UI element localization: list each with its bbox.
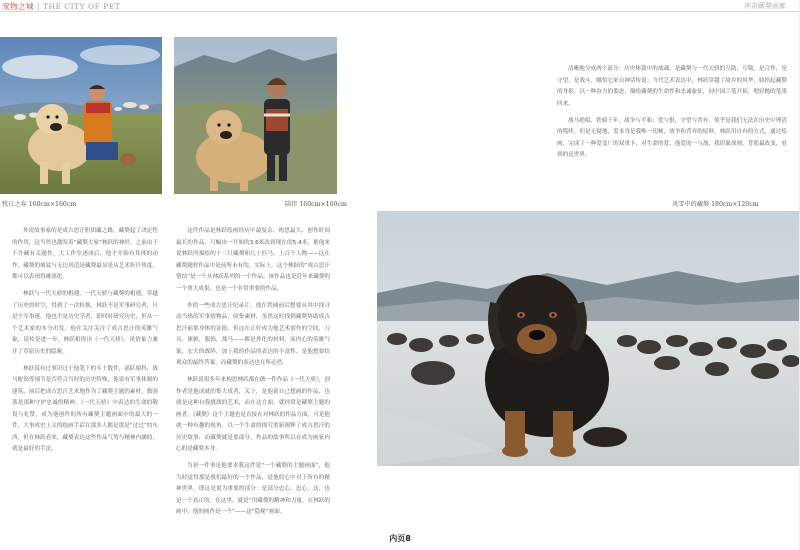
section-title: 神奇藏獒画廊 [744, 2, 786, 10]
header-rule [0, 11, 800, 12]
article-column-middle [176, 226, 330, 524]
article-paragraph: 当初一件事是他要求我这件是“一个藏獒的主题画面”，他当时觉得那是我们最好的一个作品，是他的心中对于所有的精神世界，即这是更为重要的部分：是部分忠心，忠心，这，也是一个真正的。在这里，就是“用藏獒的精神和力量，在林跃的画中，他的画作是一个”——这“隐秘”画面。 [176, 463, 330, 515]
painting-companion [174, 37, 337, 194]
article-paragraph: 清晰地分成两个部分：历史体裁中的战魂，是藏獒与一代天骄的互助，互敬，是合作，是守望，是战斗，哪怕它来自神话传说；当代艺术表达中，林跃穿越了故乡的风华，收拾起藏獒的身影，以一种奋力的姿态，描绘藏獒的生命性和忠诚象征，同中国工笔开拓，嗯轻抛的笔墨回来。 [557, 66, 787, 107]
article-paragraph: 外的一些成吉思汗纪录片，他在铁阔前后想要从其中找寻动当热的军事情物品，收集素材，虽然这时找到藏獒协助成吉思汗前那身体的证据，但这在正好成为他艺术创作的空间，刀具，旗帜，服饰，战马——都是外化的材料，而内心的英雄气象，宏大的战阵，加上我的作品所表达的丰富性，是他想要给观众的最终答案，而藏獒的表达也在所必然。 [176, 302, 330, 366]
header-separator: | [37, 2, 41, 11]
article-intro-block [557, 64, 787, 167]
magazine-title-cn: 宠物之城 [2, 2, 34, 11]
article-paragraph: 林跃说很多年来构思林跃都在做一件作品《一代天骄》，创作者是他成就的集大成者，关于，是他说自己想画的作品，也就是这种自我挑战的艺术，而在这方面，就经常是藏獒主题的画者，《藏獒》这个主题也是直接在对林跃的作品方面，可是他就一种有趣的视角，以一个生命的探究重新阐释了成吉思汗的历史故事，而藏獒就是那部分，作品的故事所以在成为画家内心的是藏獒本身。 [176, 377, 330, 452]
caption-painting-1: 牧日之春 160cm×160cm [2, 201, 77, 208]
painting-spring-pasture [0, 37, 162, 194]
caption-painting-2: 陪伴 160cm×160cm [285, 201, 347, 208]
article-paragraph: 林跃与一代天骄的相遇，一代天骄与藏獒的相遇，穿越了历史的时空，得到了一次转换，林跃不是军事研究者，只是个军事迷，他也不是历史学者，即回时研究历史，但从一个艺术家的本分出发，他在关注关注了成吉思汗的英雄气象，说传是进一步，林跃相得出《一代天骄》，风情象力兼并了草原历史的隐秘。 [12, 291, 158, 355]
painting-mastiff-in-snow [377, 211, 800, 466]
page-number: 内页8 [389, 534, 411, 543]
article-paragraph: 林跃说有过事识过于他笔下的斗士数件，部队娘科，战马配饰等细节是否符合当时的历史特殊，他说有军事体制的建筑，前后把成吉思汗艺术地作为了藏獒主题的素材，数弥蓝是那种守护忠诚的精神，《一代天骄》中表达的生命的敬畏与礼赞，成为他创作的所有藏獒主题画面中的最大的一件，大事成史上文的绘画手话在那多人都是那是“过过”的东西，但在林跃看来，藏獒表达这些作品气势与精神内涵的，就是最好的手法。 [12, 365, 158, 452]
article-paragraph: 战马绝唱、铁骑千年，战争与平和；爱与恨，守望与背弃，似乎是我们无法在历史中理清的缆绊，但是无疑地，爱本身是我唯一切梗，战争和背弃的原料，林跃用自有的方式，通过绘画，完成了一种爱变广的双重卡，对生命的爱、他爱的一与战，我印象深刻，背影最改变，看到的是世界。 [557, 117, 787, 158]
article-column-left [12, 226, 158, 461]
article-paragraph: 外说故事家的是成吉思汗胆团藏之路，藏獒起了决定性的作用，这当然也激发着“藏獒大家”林跃的神经，之前由于不许藏有关题作，大工作室逐成后，他才开始有其体的动作，藏獒的威猛与无边风范是藏獒最显是从艺术折许角度，都可以表现得淋漓化。 [12, 228, 158, 280]
caption-painting-3: 风雪中的藏獒 180cm×120cm [672, 201, 759, 208]
article-paragraph: 这件作品是林跃绘画经历中最复杂、构思最久、创作时间最长的作品，尺幅由一开始的3.6米改到现在的5.4米，据他来说林跃所描绘的十三只藏獒和几十匹马，上百个人物——这在藏獒题材作品中是前所未有的，实际上，这个林跃的“成吉思汗情结”是一个从林跃系列的一个作品。该作品也是近年来藏獒的一个重大成果，也是一个非常重要的作品。 [176, 228, 330, 292]
magazine-title-en: THE CITY OF PET [43, 2, 121, 11]
